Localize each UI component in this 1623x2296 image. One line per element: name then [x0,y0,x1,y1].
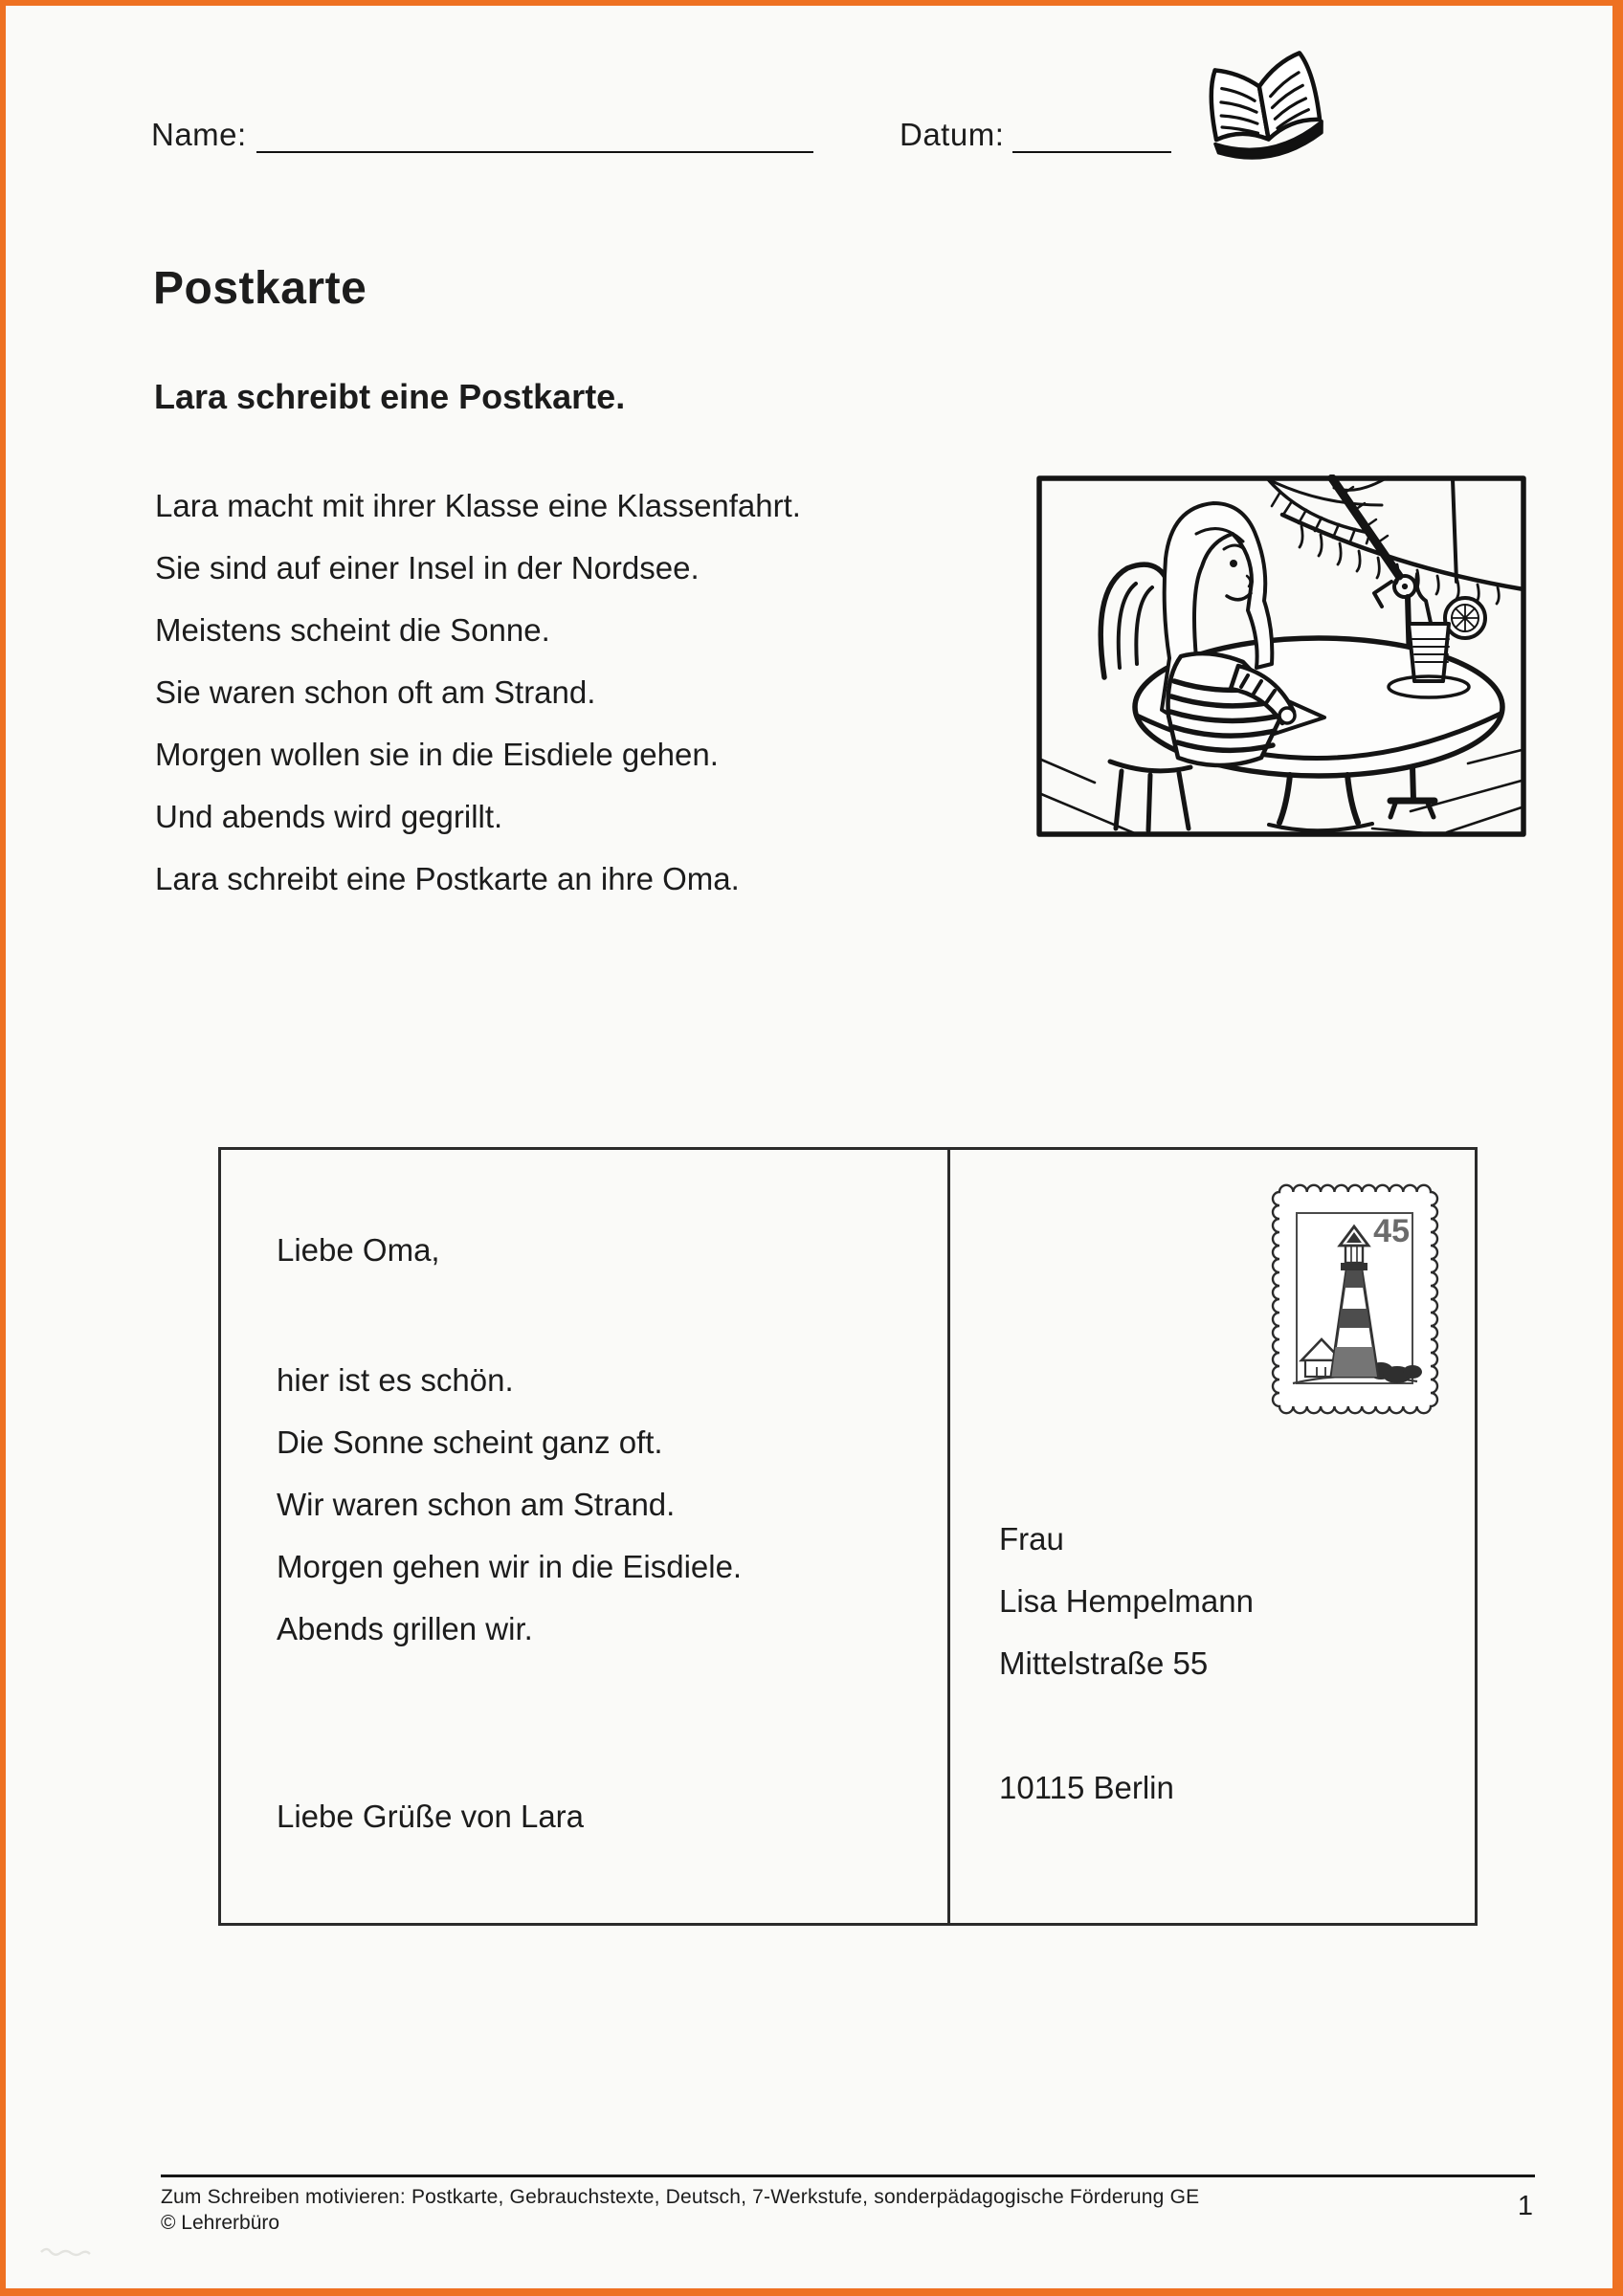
postcard-address [999,1508,1254,1694]
address-city-line: 10115 Berlin [999,1770,1174,1805]
story-line: Sie sind auf einer Insel in der Nordsee. [155,550,700,585]
lighthouse-stamp-icon [1270,1182,1440,1416]
story-text [155,475,1074,910]
postcard-message-line: hier ist es schön. [277,1362,514,1398]
story-line: Und abends wird gegrillt. [155,799,503,834]
address-line: Mittelstraße 55 [999,1645,1209,1681]
date-label: Datum: [900,117,1005,152]
open-book-icon [1190,42,1336,168]
footer-rule [161,2175,1535,2177]
watermark-smudge [38,2241,101,2260]
name-label: Name: [151,117,247,152]
stamp-value: 45 [1373,1213,1410,1249]
postcard-closing: Liebe Grüße von Lara [277,1799,585,1834]
story-line: Lara macht mit ihrer Klasse eine Klassenfahrt. [155,488,801,523]
page-title: Postkarte [153,263,367,314]
footer-copyright: © Lehrerbüro [161,2212,280,2234]
address-line: Frau [999,1521,1064,1556]
postcard-message-line: Morgen gehen wir in die Eisdiele. [277,1549,743,1584]
page-number: 1 [1517,2191,1533,2221]
name-blank-line [256,151,813,153]
postcard [218,1147,1478,1926]
postcard-salutation: Liebe Oma, [277,1232,440,1268]
story-heading: Lara schreibt eine Postkarte. [154,377,626,416]
postcard-message-line: Abends grillen wir. [277,1611,533,1646]
footer-credit: Zum Schreiben motivieren: Postkarte, Gebrauchstexte, Deutsch, 7-Werkstufe, sonderpädagogische Förderung GE [161,2186,1200,2208]
address-line: Lisa Hempelmann [999,1583,1254,1619]
girl-writing-illustration [1035,475,1527,838]
date-blank-line [1012,151,1171,153]
story-line: Lara schreibt eine Postkarte an ihre Oma. [155,861,740,896]
story-line: Morgen wollen sie in die Eisdiele gehen. [155,737,719,772]
story-line: Meistens scheint die Sonne. [155,612,550,648]
postcard-message-line: Wir waren schon am Strand. [277,1487,676,1522]
postcard-divider [947,1150,950,1923]
postcard-message [277,1349,742,1660]
story-line: Sie waren schon oft am Strand. [155,674,596,710]
postcard-message-line: Die Sonne scheint ganz oft. [277,1424,663,1460]
